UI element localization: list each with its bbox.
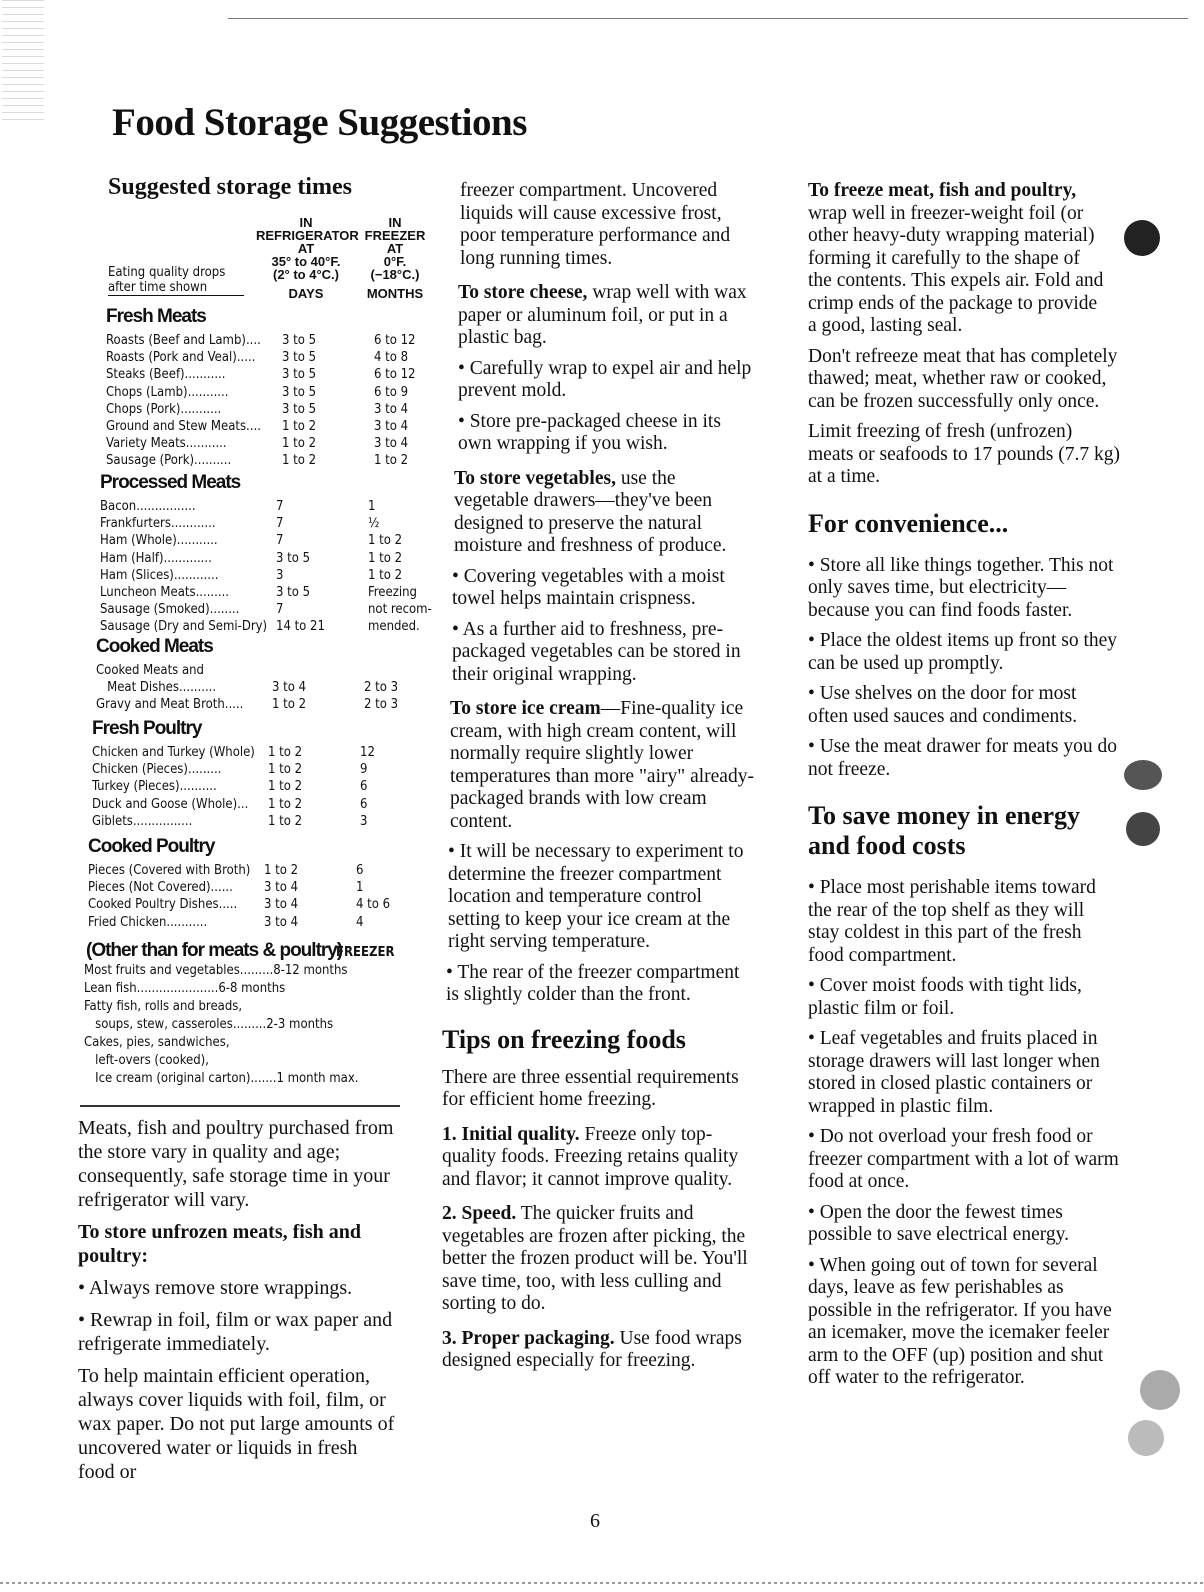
table-cell-refrigerator: 1 to 2 [268,779,303,795]
table-cell-freezer: 6 to 12 [374,367,416,383]
tips-intro: There are three essential requirements for efficient home freezing. [442,1066,739,1110]
page-title: Food Storage Suggestions [112,101,527,144]
other-row: Lean fish......................6-8 months [84,981,286,996]
save-bullet-1: • Place most perishable items toward the rear of the top shelf as they will stay coldest in this part of the fresh food compartment. [808,877,1096,966]
table-cell-freezer: ½ [368,516,380,532]
table-cell-refrigerator: 3 to 5 [282,333,317,348]
tip3-text: Use food wraps designed especially for freezing. [442,1327,742,1371]
ice-cream-bullet-2: • The rear of the freezer compartment is slightly colder than the front. [446,961,740,1005]
table-cell-refrigerator: 3 to 5 [282,367,317,383]
punch-hole-mark [1124,760,1162,790]
table-cell-refrigerator: 7 [276,499,284,514]
table-cell-refrigerator: 3 to 4 [272,680,307,696]
table-cell-freezer: 2 to 3 [364,680,399,696]
vegetables-bullet-2: • As a further aid to freshness, pre-packaged vegetables can be stored in their original wrapping. [452,618,741,685]
convenience-bullet-1: • Store all like things together. This not only saves time, but electricity—because you can find foods faster. [808,554,1114,621]
middle-text-column [442,180,754,1381]
table-cell-freezer: mended. [368,619,420,635]
table-cell-freezer: 3 to 4 [374,401,409,417]
table-row-item: Pieces (Not Covered)...... [88,880,233,896]
vegetables-heading: To store vegetables, [454,467,616,489]
table-row-item: Chicken and Turkey (Whole) [92,745,255,760]
other-row: Fatty fish, rolls and breads, [84,999,243,1014]
table-row-item: Chicken (Pieces)......... [92,762,222,778]
right-text-column [808,180,1120,1398]
freezer-liquids-paragraph: freezer compartment. Uncovered liquids will cause excessive frost, poor temperature performance and long running times. [460,180,731,269]
unfrozen-heading: To store unfrozen meats, fish and poultry: [78,1221,361,1267]
table-row-item: Ground and Stew Meats.... [106,419,261,434]
table-cell-refrigerator: 1 to 2 [268,813,303,829]
table-cell-freezer: 6 to 9 [374,384,409,400]
punch-hole-mark [1126,812,1160,846]
convenience-bullet-2: • Place the oldest items up front so they can be used up promptly. [808,630,1118,674]
suggested-heading: Suggested storage times [108,174,352,200]
table-row-item: Ham (Whole)........... [100,533,218,549]
limit-paragraph: Limit freezing of fresh (unfrozen) meats or seafoods to 17 pounds (7.7 kg) at a time. [808,421,1120,487]
table-row-item: Bacon................ [100,499,196,514]
save-bullet-3: • Leaf vegetables and fruits placed in storage drawers will last longer when stored in closed plastic containers or wrapped in plastic film. [808,1028,1100,1117]
other-row: Ice cream (original carton).......1 month max. [84,1071,359,1086]
cheese-bullet-1: • Carefully wrap to expel air and help prevent mold. [458,357,752,401]
table-cell-freezer: 6 [360,796,368,812]
other-row: soups, stew, casseroles.........2-3 months [84,1017,334,1032]
other-row: left-overs (cooked), [84,1053,209,1068]
section-heading: Fresh Poultry [92,718,202,739]
table-cell-refrigerator: 1 to 2 [268,796,303,812]
table-cell-freezer: 6 [356,863,364,878]
freezer-column-header: IN FREEZER AT 0°F. (−18°C.) MONTHS [364,215,426,301]
table-row-item: Chops (Lamb)........... [106,384,229,400]
vegetables-bullet-1: • Covering vegetables with a moist towel helps maintain crispness. [452,565,725,609]
table-cell-refrigerator: 3 to 5 [276,585,311,600]
ice-cream-heading: To store ice cream [450,698,601,719]
table-row-item: Pieces (Covered with Broth) [88,863,251,878]
table-cell-refrigerator: 3 to 4 [264,914,299,930]
ice-cream-bullet-1: • It will be necessary to experiment to determine the freezer compartment location and temperature control setting to keep your ice cream at the right serving temperature. [448,841,744,952]
unfrozen-bullet-1: • Always remove store wrappings. [78,1277,353,1299]
section-heading: Cooked Meats [96,636,213,657]
table-cell-refrigerator: 7 [276,516,284,532]
table-row-item: Variety Meats........... [106,436,227,452]
table-cell-refrigerator: 3 to 5 [282,350,317,366]
table-row-item: Cooked Meats and [96,663,204,678]
table-row-item: Duck and Goose (Whole)... [92,796,249,812]
punch-hole-mark [1140,1370,1180,1410]
cheese-heading: To store cheese, [458,282,588,303]
table-cell-refrigerator: 14 to 21 [276,619,325,635]
table-cell-freezer: 4 to 6 [356,897,391,913]
tip1-text: Freeze only top-quality foods. Freezing retains quality and flavor; it cannot improve quality. [442,1123,739,1190]
cheese-bullet-2: • Store pre-packaged cheese in its own wrapping if you wish. [458,410,721,454]
liquids-paragraph: To help maintain efficient operation, always cover liquids with foil, film, or wax paper. Do not put large amounts of uncovered water or liquids in fresh food or [78,1365,395,1483]
table-cell-refrigerator: 3 to 5 [282,384,317,400]
table-cell-freezer: 3 to 4 [374,436,409,452]
page-number: 6 [590,1510,600,1532]
table-cell-refrigerator: 1 to 2 [282,419,317,434]
freeze-heading: To freeze meat, fish and poultry, [808,180,1077,201]
table-cell-freezer: 1 to 2 [374,453,409,469]
table-cell-freezer: 2 to 3 [364,697,399,713]
section-heading: Processed Meats [100,472,241,493]
scan-artifact [2,0,44,120]
convenience-bullet-3: • Use shelves on the door for most often used sauces and condiments. [808,683,1078,727]
table-cell-refrigerator: 3 [276,567,284,583]
table-cell-freezer: 4 to 8 [374,350,409,366]
table-cell-refrigerator: 7 [276,533,284,549]
quality-note-line1: Eating quality drops [108,265,226,280]
table-cell-refrigerator: 3 to 4 [264,897,299,913]
left-text-column [78,1116,398,1492]
table-cell-freezer: 4 [356,914,364,930]
tip3-heading: 3. Proper packaging. [442,1327,615,1349]
table-cell-freezer: 1 [356,880,364,896]
save-bullet-2: • Cover moist foods with tight lids, plastic film or foil. [808,975,1082,1019]
table-row-item: Ham (Half)............. [100,550,212,566]
table-row-item: Luncheon Meats......... [100,585,229,600]
table-row-item: Sausage (Dry and Semi-Dry) [100,619,268,635]
unfrozen-bullet-2: • Rewrap in foil, film or wax paper and refrigerate immediately. [78,1309,393,1355]
convenience-heading: For convenience... [808,508,1009,538]
table-row-item: Roasts (Beef and Lamb).... [106,333,261,348]
table-cell-freezer: 3 [360,813,368,829]
quality-note-line2: after time shown [108,280,208,295]
other-freezer-label: FREEZER [336,945,395,960]
table-cell-freezer: not recom- [368,602,432,618]
bottom-rule [0,1582,1204,1584]
table-row-item: Roasts (Pork and Veal)..... [106,350,256,366]
table-row-item: Gravy and Meat Broth..... [96,697,244,713]
table-cell-refrigerator: 1 to 2 [268,762,303,778]
table-row-item: Frankfurters............ [100,516,216,532]
cheese-text: wrap well with wax paper or aluminum foil, or put in a plastic bag. [458,282,747,348]
table-row-item: Sausage (Smoked)........ [100,602,240,618]
ice-cream-text: —Fine-quality ice cream, with high cream content, will normally require slightly lower temperatures than more "airy" already-packaged brands with low cream content. [450,698,754,832]
table-cell-freezer: 1 to 2 [368,550,403,566]
save-bullet-5: • Open the door the fewest times possible to save electrical energy. [808,1201,1069,1245]
section-heading: Fresh Meats [106,306,206,327]
table-cell-freezer: 1 [368,499,376,514]
vegetables-text: use the vegetable drawers—they've been designed to preserve the natural moisture and freshness of produce. [454,467,727,556]
other-row: Cakes, pies, sandwiches, [84,1035,230,1050]
punch-hole-mark [1124,220,1160,256]
table-cell-refrigerator: 3 to 4 [264,880,299,896]
save-bullet-4: • Do not overload your fresh food or freezer compartment with a lot of warm food at once. [808,1126,1119,1192]
tips-heading: Tips on freezing foods [442,1024,686,1054]
table-cell-refrigerator: 1 to 2 [272,697,307,713]
save-bullet-6: • When going out of town for several days, leave as few perishables as possible in the refrigerator. If you have an icemaker, move the icemaker feeler arm to the OFF (up) position and shut off water to the refrigerator. [808,1254,1112,1388]
top-rule [228,18,1188,19]
other-heading: (Other than for meats & poultry) [86,940,343,961]
table-cell-refrigerator: 1 to 2 [282,453,317,469]
note-underline [108,295,244,296]
other-row: Most fruits and vegetables.........8-12 months [84,963,348,978]
table-cell-refrigerator: 1 to 2 [264,863,299,878]
table-row-item: Steaks (Beef)........... [106,367,226,383]
table-cell-freezer: 12 [360,745,375,760]
intro-paragraph: Meats, fish and poultry purchased from the store vary in quality and age; consequently, safe storage time in your refrigerator will vary. [78,1117,394,1211]
refrigerator-column-header: IN REFRIGERATOR AT 35° to 40°F. (2° to 4°C.) DAYS [256,215,359,301]
table-cell-freezer: 1 to 2 [368,567,403,583]
table-row-item: Cooked Poultry Dishes..... [88,897,238,913]
convenience-bullet-4: • Use the meat drawer for meats you do not freeze. [808,736,1117,780]
table-cell-freezer: 6 [360,779,368,795]
freeze-text: wrap well in freezer-weight foil (or other heavy-duty wrapping material) forming it carefully to the shape of the contents. This expels air. Fold and crimp ends of the package to provide a good, lasting seal. [808,202,1104,336]
table-cell-freezer: 6 to 12 [374,333,416,348]
table-row-item: Ham (Slices)............ [100,567,219,583]
section-rule [80,1105,400,1107]
table-row-item: Giblets................ [92,813,193,829]
tip2-heading: 2. Speed. [442,1203,517,1224]
table-row-item: Chops (Pork)........... [106,401,222,417]
section-heading: Cooked Poultry [88,836,215,857]
table-cell-freezer: Freezing [368,585,417,600]
table-cell-refrigerator: 3 to 5 [282,401,317,417]
table-row-item: Meat Dishes.......... [96,680,217,696]
tip1-heading: 1. Initial quality. [442,1123,580,1145]
table-row-item: Turkey (Pieces).......... [92,779,217,795]
punch-hole-mark [1128,1420,1164,1456]
table-row-item: Sausage (Pork).......... [106,453,232,469]
table-cell-freezer: 9 [360,762,368,778]
table-row-item: Fried Chicken........... [88,914,208,930]
save-money-heading: To save money in energy and food costs [808,801,1081,860]
refreeze-paragraph: Don't refreeze meat that has completely thawed; meat, whether raw or cooked, can be frozen successfully only once. [808,345,1118,412]
table-cell-refrigerator: 7 [276,602,284,618]
table-cell-freezer: 1 to 2 [368,533,403,549]
table-cell-refrigerator: 1 to 2 [268,745,303,760]
table-cell-freezer: 3 to 4 [374,419,409,434]
tip2-text: The quicker fruits and vegetables are frozen after picking, the better the frozen product will be. You'll save time, too, with less culling and sorting to do. [442,1203,748,1314]
table-cell-refrigerator: 3 to 5 [276,550,311,566]
table-cell-refrigerator: 1 to 2 [282,436,317,452]
